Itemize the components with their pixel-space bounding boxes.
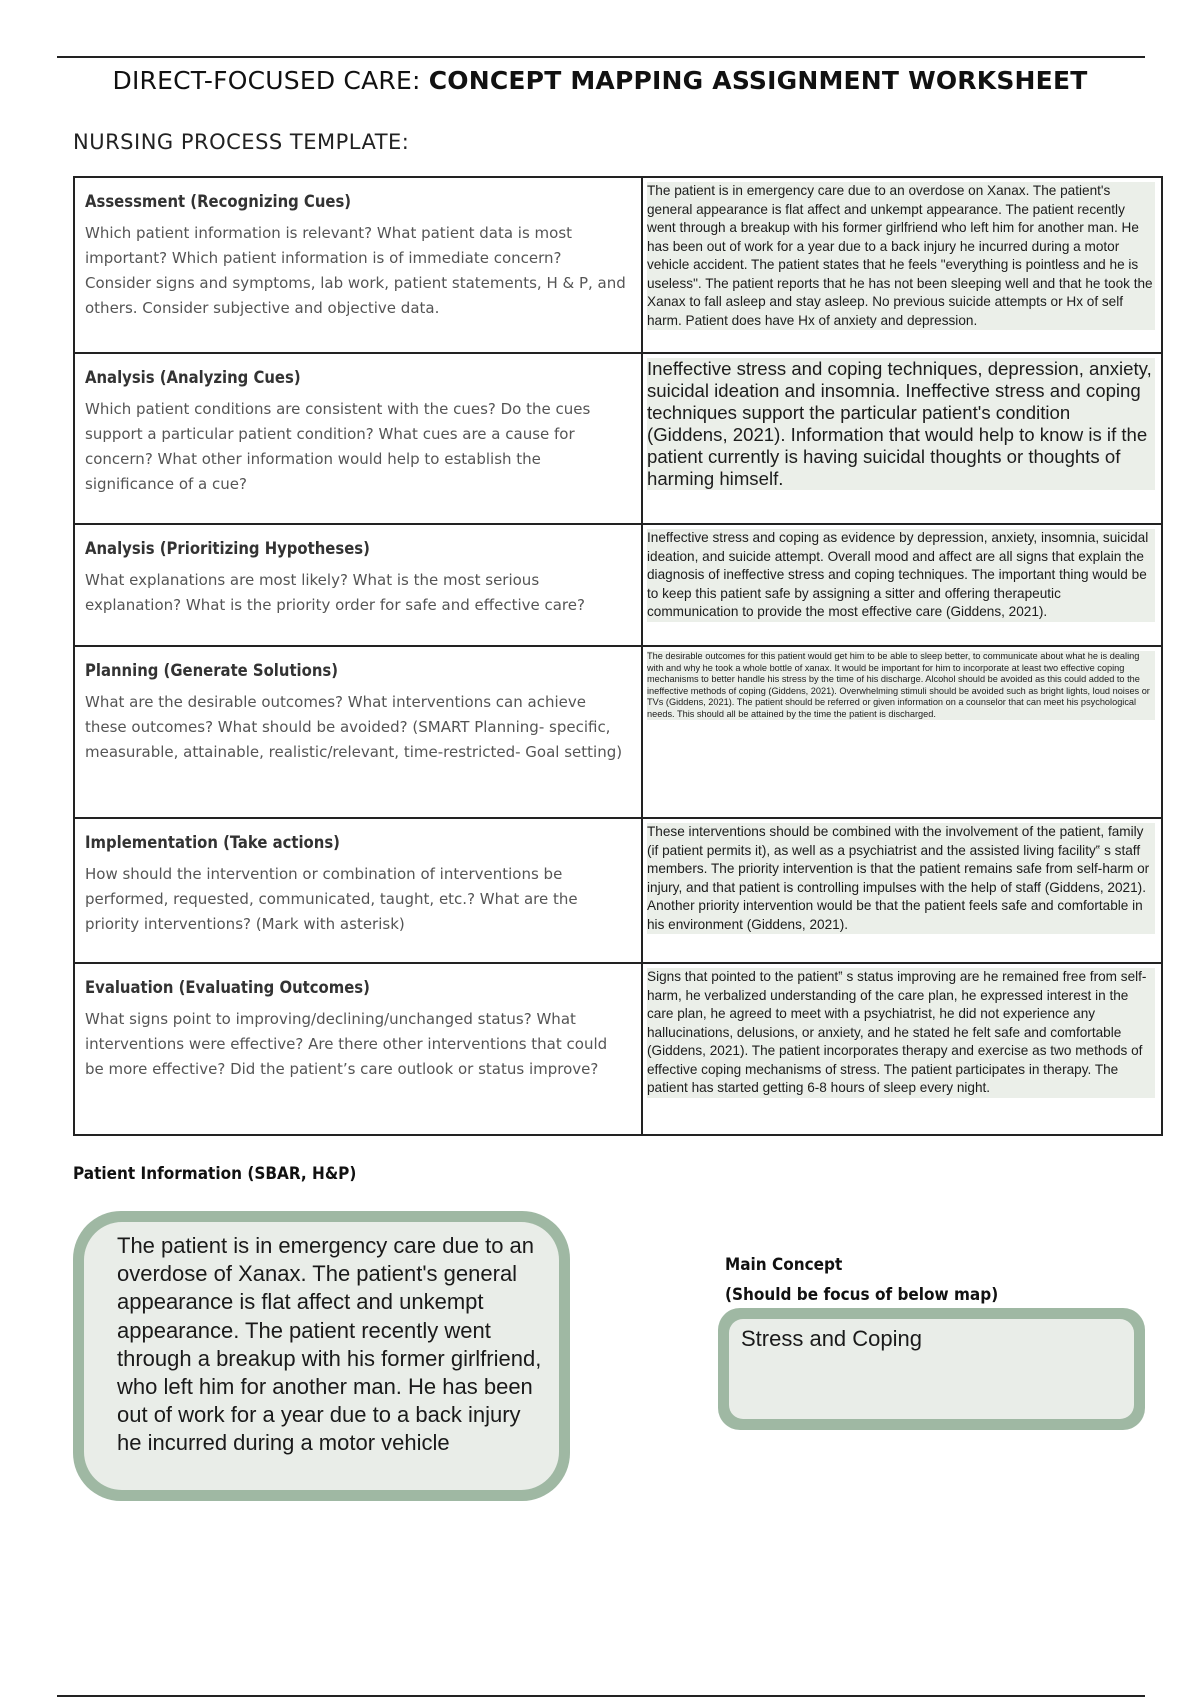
row-title: Implementation (Take actions) [85,833,340,852]
row-evaluation [74,963,1162,1135]
answer-cell[interactable] [642,963,1162,1135]
row-question: Which patient conditions are consistent with the cues? Do the cues support a particular patient condition? What cues are a cause for concern? What other information would help to establish the significance of a cue? [85,400,591,493]
row-answer: The patient is in emergency care due to an overdose on Xanax. The patient's general appearance is flat affect and unkempt appearance. The patient recently went through a breakup with his former girlfriend who left him for another man. He has been out of work for a year due to a back injury he incurred during a motor vehicle accident. The patient states that he feels "everything is pointless and he is useless". The patient reports that he has not been sleeping well and that he took the Xanax to fall asleep and stay asleep. No previous suicide attempts or Hx of self harm. Patient does have Hx of anxiety and depression. [647,182,1155,330]
row-title: Evaluation (Evaluating Outcomes) [85,978,370,997]
question-cell [74,353,642,524]
title-regular: DIRECT-FOCUSED CARE: [112,66,429,95]
row-planning [74,646,1162,818]
row-title: Planning (Generate Solutions) [85,661,339,680]
bottom-rule [57,1695,1145,1697]
template-subtitle: NURSING PROCESS TEMPLATE: [73,130,410,154]
answer-cell[interactable] [642,524,1162,646]
page-title [0,66,1200,95]
patient-info-text[interactable]: The patient is in emergency care due to an overdose of Xanax. The patient's general appearance is flat affect and unkempt appearance. The patient recently went through a breakup with his former girlfriend, who left him for another man. He has been out of work for a year due to a back injury he incurred during a motor vehicle [84,1222,559,1490]
row-question: How should the intervention or combination of interventions be performed, requested, communicated, taught, etc.? What are the priority interventions? (Mark with asterisk) [85,865,578,933]
answer-cell[interactable] [642,818,1162,963]
row-answer: Ineffective stress and coping techniques, depression, anxiety, suicidal ideation and insomnia. Ineffective stress and coping techniques support the particular patient's condition (Giddens, 2021). Information that would help to know is if the patient currently is having suicidal thoughts or thoughts of harming himself. [647,358,1155,490]
answer-cell[interactable] [642,646,1162,818]
question-cell [74,524,642,646]
row-title: Assessment (Recognizing Cues) [85,192,352,211]
main-concept-box [718,1308,1145,1430]
question-cell [74,963,642,1135]
row-answer: Signs that pointed to the patient‟ s status improving are he remained free from self-harm, he verbalized understanding of the care plan, he expressed interest in the care plan, he agreed to meet with a psychiatrist, he did not experience any hallucinations, delusions, or anxiety, and he stated he felt safe and comfortable (Giddens, 2021). The patient incorporates therapy and exercise as two methods of effective coping mechanisms of stress. The patient participates in therapy. The patient has started getting 6-8 hours of sleep every night. [647,968,1155,1098]
row-title: Analysis (Prioritizing Hypotheses) [85,539,370,558]
answer-cell[interactable] [642,353,1162,524]
main-concept-value[interactable]: Stress and Coping [729,1319,1134,1419]
main-concept-label-group [725,1250,998,1310]
row-analysis-hypotheses [74,524,1162,646]
row-analysis-cues [74,353,1162,524]
top-rule [57,56,1145,58]
row-answer: The desirable outcomes for this patient would get him to be able to sleep better, to communicate about what he is dealing with and why he took a whole bottle of xanax. It would be important for him to incorporate at least two effective coping mechanisms to better handle his stress by the time of his discharge. Alcohol should be avoided as this could added to the ineffective methods of coping (Giddens, 2021). Overwhelming stimuli should be avoided such as bright lights, loud noises or TVs (Giddens, 2021). The patient should be referred or given information on a counselor that can meet his psychological needs. This should all be attained by the time the patient is discharged. [647,651,1155,720]
nursing-process-table [73,176,1163,1136]
row-question: What explanations are most likely? What is the most serious explanation? What is the priority order for safe and effective care? [85,571,585,614]
row-implementation [74,818,1162,963]
main-concept-label: Main Concept [725,1255,843,1275]
row-question: What are the desirable outcomes? What interventions can achieve these outcomes? What should be avoided? (SMART Planning- specific, measurable, attainable, realistic/relevant, time-restricted- Goal setting) [85,693,623,761]
answer-cell[interactable] [642,177,1162,353]
patient-info-box [73,1211,570,1501]
question-cell [74,646,642,818]
row-title: Analysis (Analyzing Cues) [85,368,301,387]
patient-info-label: Patient Information (SBAR, H&P) [73,1164,357,1184]
row-assessment [74,177,1162,353]
row-question: What signs point to improving/declining/unchanged status? What interventions were effective? Are there other interventions that could be more effective? Did the patient’s care outlook or status improve? [85,1010,608,1078]
row-answer: Ineffective stress and coping as evidence by depression, anxiety, insomnia, suicidal ideation, and suicide attempt. Overall mood and affect are all signs that explain the diagnosis of ineffective stress and coping techniques. The important thing would be to keep this patient safe by assigning a sitter and offering therapeutic communication to provide the most effective care (Giddens, 2021). [647,529,1155,622]
row-question: Which patient information is relevant? What patient data is most important? Which patient information is of immediate concern? Consider signs and symptoms, lab work, patient statements, H & P, and others. Consider subjective and objective data. [85,224,626,317]
question-cell [74,177,642,353]
main-concept-sublabel: (Should be focus of below map) [725,1285,999,1305]
question-cell [74,818,642,963]
title-bold: CONCEPT MAPPING ASSIGNMENT WORKSHEET [428,66,1088,95]
row-answer: These interventions should be combined with the involvement of the patient, family (if patient permits it), as well as a psychiatrist and the assisted living facility‟ s staff members. The priority intervention is that the patient remains safe from self-harm or injury, and that patient is controlling impulses with the help of staff (Giddens, 2021). Another priority intervention would be that the patient feels safe and comfortable in his environment (Giddens, 2021). [647,823,1155,934]
